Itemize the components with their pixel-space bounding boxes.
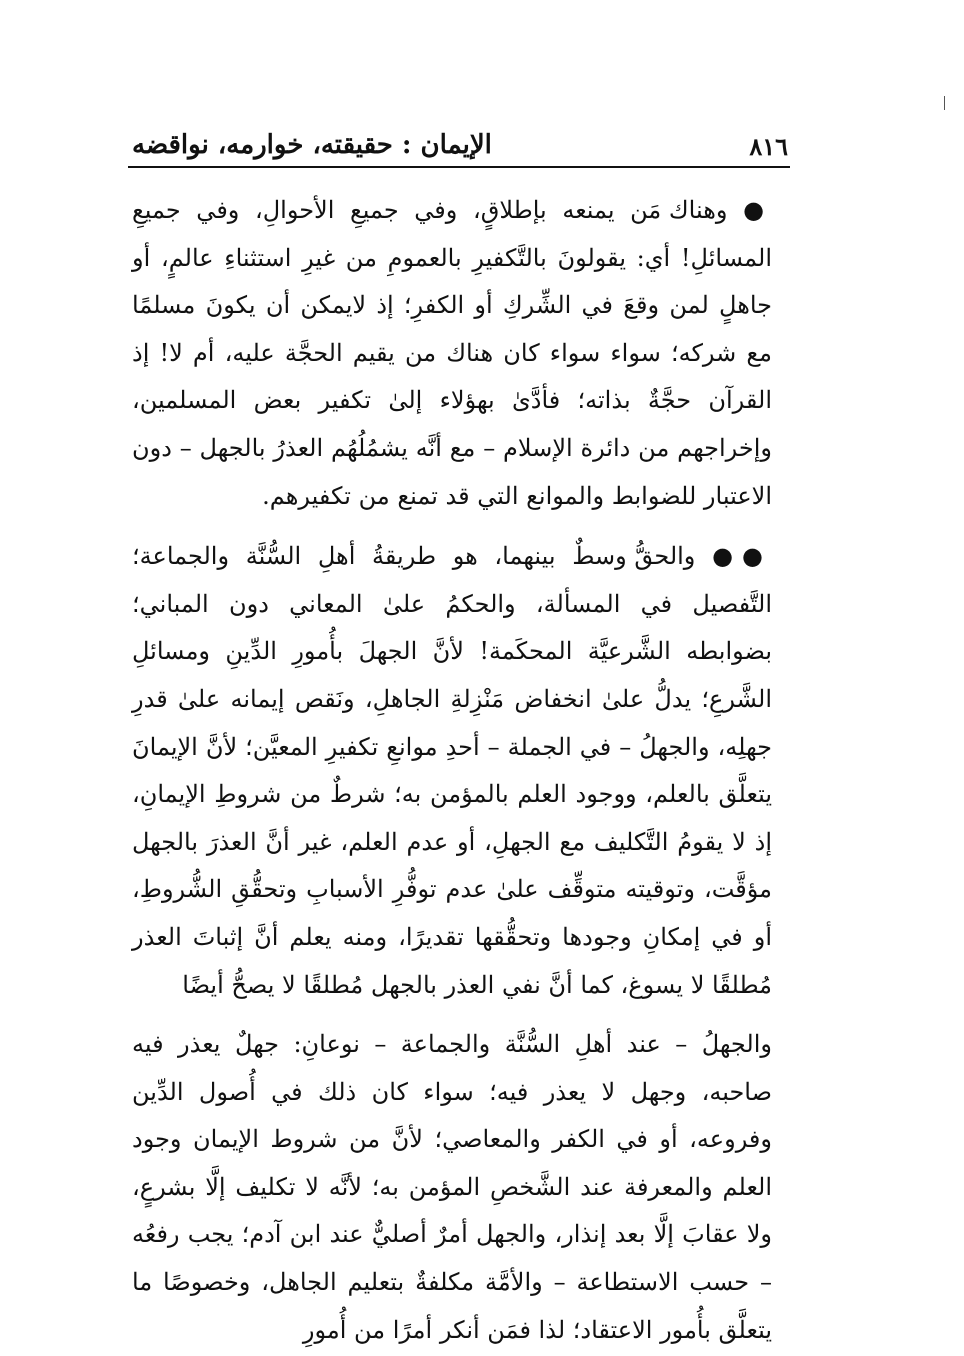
book-title: الإيمان : حقيقته، خوارمه، نواقضه [132,130,492,160]
bullet-marker: ●● [712,541,772,571]
bullet-marker: ● [743,195,772,224]
paragraph-2 [132,532,772,1009]
page-number: ٨١٦ [749,132,788,161]
running-header [128,126,790,170]
body-text [132,186,772,1354]
scan-margin-mark [944,96,945,110]
paragraph-1 [132,186,772,520]
paragraph-text: والحقُّ وسطٌ بينهما، هو طريقةُ أهلِ السُّنَّة والجماعة؛ التَّفصيل في المسألة، والحكمُ علىٰ المعاني دون المباني؛ بضوابطه الشَّرعيَّة المحكَمة! لأنَّ الجهلَ بأُمورِ الدِّينِ ومسائلِ الشَّرعِ؛ يدلُّ علىٰ انخفاض مَنْزِلةِ الجاهلِ، ونَقص إيمانه علىٰ قدرِ جهلِه، والجهلُ – في الجملة – أحدِ موانعِ تكفيرِ المعيَّن؛ لأنَّ الإيمانَ يتعلَّق بالعلم، ووجود العلم بالمؤمن به؛ شرطٌ من شروطِ الإيمانِ، إذ لا يقومُ التَّكليف مع الجهلِ، أو عدم العلم، غير أنَّ العذرَ بالجهل مؤقَّت، وتوقيته متوقِّف علىٰ عدم توفُّرِ الأسبابِ وتحقُّقِ الشُّروطِ، أو في إمكانِ وجودها وتحقُّقها تقديرًا، ومنه يعلم أنَّ إثباتَ العذر مُطلقًا لا يسوغ، كما أنَّ نفي العذر بالجهل مُطلقًا لا يصحُّ أيضًا [132,542,772,999]
paragraph-text: وهناك مَن يمنعه بإطلاقٍ، وفي جميعِ الأحوالِ، وفي جميعِ المسائلِ! أي: يقولونَ بالتَّكفيرِ بالعمومِ من غيرِ استثناءِ عالمٍ، أو جاهلٍ لمن وقعَ في الشِّركِ أو الكفرِ؛ إذ لايمكن أن يكونَ مسلمًا مع شركه؛ سواء سواء كان هناك من يقيم الحجَّة عليه، أم لا! إذ القرآن حجَّةٌ بذاته؛ فأدَّىٰ بهؤلاء إلىٰ تكفير بعض المسلمين، وإخراجهم من دائرة الإسلام – مع أنَّه يشمُلُهُم العذرُ بالجهل – دون الاعتبار للضوابط والموانع التي قد تمنع من تكفيرهم. [132,196,772,510]
header-rule [128,166,790,168]
paragraph-3 [132,1021,772,1354]
paragraph-text: والجهلُ – عند أهلِ السُّنَّة والجماعة – نوعانِ: جهلٌ يعذر فيه صاحبه، وجهل لا يعذر فيه؛ سواء كان ذلك في أُصول الدِّين وفروعه، أو في الكفر والمعاصي؛ لأنَّ من شروط الإيمان وجود العلم والمعرفة عند الشَّخصِ المؤمن به؛ لأنَّه لا تكليف إلَّا بشرعٍ، ولا عقابَ إلَّا بعد إنذار، والجهل أمرٌ أصليٌّ عند ابن آدم؛ يجب رفعُه – حسب الاستطاعة – والأمَّة مكلفةٌ بتعليم الجاهل، وخصوصًا ما يتعلَّق بأُمور الاعتقاد؛ لذا فمَن أنكر أمرًا من أُمورِ [132,1030,772,1344]
